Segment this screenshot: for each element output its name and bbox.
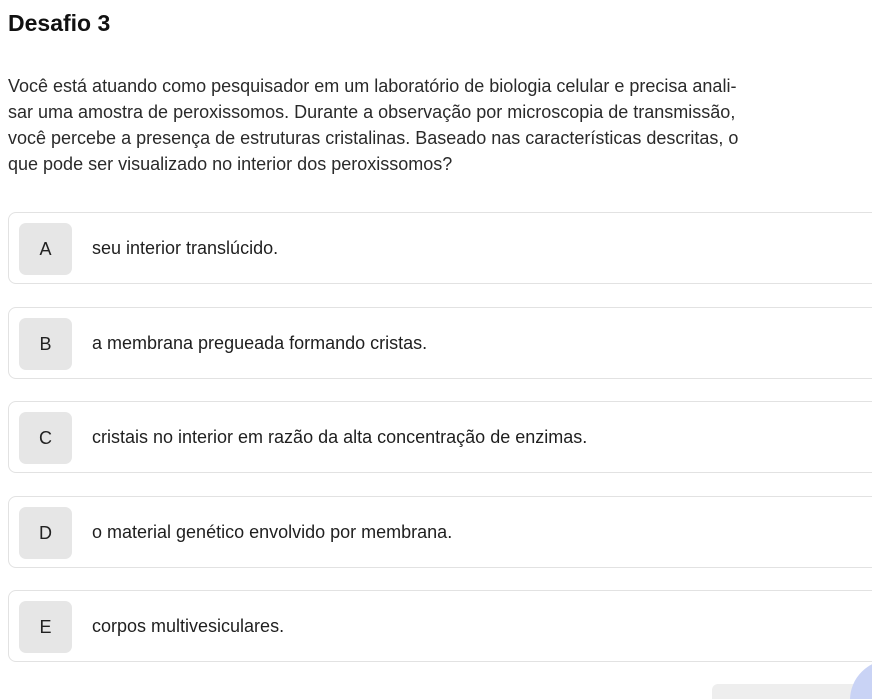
option-b[interactable] xyxy=(8,307,872,379)
option-letter: D xyxy=(19,507,72,559)
option-text: corpos multivesiculares. xyxy=(92,615,285,636)
question-line: sar uma amostra de peroxissomos. Durante a observação por microscopia de transmissão, xyxy=(8,102,736,122)
floating-action-button[interactable] xyxy=(850,660,872,699)
option-letter: C xyxy=(19,412,72,464)
page-title: Desafio 3 xyxy=(8,10,111,36)
question-line: que pode ser visualizado no interior dos peroxissomos? xyxy=(8,154,453,174)
option-text: a membrana pregueada formando cristas. xyxy=(92,332,428,353)
option-letter: E xyxy=(19,601,72,653)
bottom-toolbar-tab[interactable] xyxy=(712,684,862,699)
question-line: você percebe a presença de estruturas cristalinas. Baseado nas características descritas, o xyxy=(8,128,739,148)
option-text: o material genético envolvido por membrana. xyxy=(92,521,453,542)
question-line: Você está atuando como pesquisador em um laboratório de biologia celular e precisa anali- xyxy=(8,76,737,96)
question-text xyxy=(8,73,872,177)
option-c[interactable] xyxy=(8,401,872,473)
option-text: seu interior translúcido. xyxy=(92,237,279,258)
option-letter: B xyxy=(19,318,72,370)
option-e[interactable] xyxy=(8,590,872,662)
option-a[interactable] xyxy=(8,212,872,284)
option-letter: A xyxy=(19,223,72,275)
option-d[interactable] xyxy=(8,496,872,568)
option-text: cristais no interior em razão da alta concentração de enzimas. xyxy=(92,426,588,447)
